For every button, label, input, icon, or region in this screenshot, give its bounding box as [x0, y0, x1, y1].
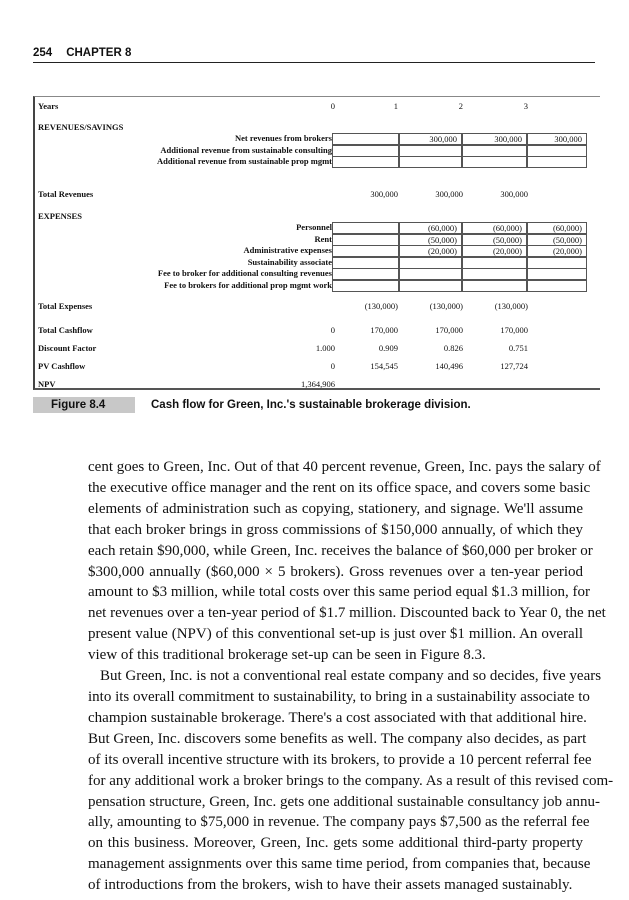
cell: (20,000): [527, 245, 587, 257]
total-expenses-row: [35, 301, 602, 312]
cell: (60,000): [527, 222, 587, 234]
cell: 300,000: [500, 189, 528, 199]
table-row: [35, 245, 602, 256]
cell: [399, 268, 462, 280]
row-label: Additional revenue from sustainable consulting: [160, 144, 332, 155]
cell: 0.909: [378, 343, 398, 353]
text-line: $300,000 annually ($60,000 × 5 brokers). Gross revenues over a ten-year period: [88, 563, 583, 580]
cell: [399, 156, 462, 168]
cell: [462, 145, 527, 157]
cell: [399, 257, 462, 269]
text-line: of introductions from the brokers, wish to have their assets managed sustainably.: [88, 877, 573, 894]
row-label: Rent: [314, 233, 332, 244]
caption-text: Cash flow for Green, Inc.'s sustainable brokerage division.: [151, 399, 471, 411]
table-row: [35, 156, 602, 167]
running-header: [33, 47, 595, 63]
cell: 0.826: [443, 343, 463, 353]
cell: 0.751: [508, 343, 528, 353]
cell: 170,000: [435, 325, 463, 335]
text-line: elements of administration such as copying, stationery, and signage. We'll assume: [88, 500, 583, 517]
year-cell: 2: [458, 101, 463, 111]
cash-flow-table: [33, 96, 600, 390]
text-line: for any additional work a broker brings to the company. As a result of this revised com-: [88, 772, 614, 789]
figure-number: Figure 8.4: [33, 397, 135, 413]
row-label: Administrative expenses: [243, 245, 332, 255]
cell: (60,000): [399, 222, 462, 234]
cell: 170,000: [370, 325, 398, 335]
cell: [332, 222, 399, 234]
cell: 1.000: [315, 343, 335, 353]
cell: [332, 145, 399, 157]
text-line: ally, amounting to $75,000 in revenue. The company pays $7,500 as the referral fee: [88, 814, 590, 831]
text-line: that each broker brings in gross commissions of $150,000 annually, of which they: [88, 521, 583, 538]
cell: [399, 145, 462, 157]
total-revenues-row: [35, 189, 602, 200]
table-row: [35, 145, 602, 156]
cell: [527, 257, 587, 269]
total-cashflow-row: [35, 325, 602, 336]
cell: [462, 156, 527, 168]
table-row: [35, 234, 602, 245]
section-heading: EXPENSES: [38, 211, 82, 221]
row-label: Years: [38, 101, 59, 111]
text-line: of its overall incentive structure with its brokers, to provide a 10 percent referral fee: [88, 751, 592, 768]
cell: [462, 257, 527, 269]
row-label: PV Cashflow: [38, 361, 86, 371]
cell: [332, 133, 399, 145]
cell: (50,000): [527, 234, 587, 246]
chapter-label: CHAPTER 8: [66, 47, 132, 59]
cell: (130,000): [429, 301, 463, 311]
cell: [332, 234, 399, 246]
text-line: into its overall commitment to sustainability, to bring in a sustainability associate to: [88, 688, 590, 705]
text-line: amount to $3 million, while total costs over this same period equal $1.3 million, for: [88, 584, 591, 601]
row-label: Sustainability associate: [247, 256, 332, 267]
row-label: Total Expenses: [38, 301, 93, 311]
row-label: Total Revenues: [38, 189, 94, 199]
row-label: Additional revenue from sustainable prop mgmt: [157, 156, 332, 166]
cell: 300,000: [399, 133, 462, 145]
row-label: Personnel: [296, 222, 332, 232]
year-cell: 3: [523, 101, 528, 111]
cell: 154,545: [370, 361, 398, 371]
table-row: [35, 257, 602, 268]
table-row: [35, 133, 602, 144]
cell: 0: [330, 325, 335, 335]
cell: (50,000): [399, 234, 462, 246]
cell: [332, 268, 399, 280]
text-line: But Green, Inc. is not a conventional real estate company and so decides, five years: [100, 668, 602, 685]
cell: [462, 280, 527, 292]
npv-row: [35, 379, 602, 390]
cell: 127,724: [500, 361, 528, 371]
cell: [332, 245, 399, 257]
discount-factor-row: [35, 343, 602, 354]
table-row: [35, 280, 602, 291]
year-cell: 1: [393, 101, 398, 111]
cell: (50,000): [462, 234, 527, 246]
cell: [527, 156, 587, 168]
cell: 300,000: [462, 133, 527, 145]
cell: [462, 268, 527, 280]
text-line: present value (NPV) of this conventional set-up is just over $1 million. An overall: [88, 626, 583, 643]
cell: [399, 280, 462, 292]
pv-cashflow-row: [35, 361, 602, 372]
text-line: the executive office manager and the rent on its office space, and covers some basic: [88, 479, 591, 496]
text-line: champion sustainable brokerage. There's a cost associated with that additional hire.: [88, 709, 587, 726]
cell: [332, 156, 399, 168]
page-number: 254: [33, 47, 53, 59]
text-line: each retain $90,000, while Green, Inc. receives the balance of $60,000 per broker or: [88, 542, 593, 559]
body-text: [88, 457, 614, 896]
cell: (60,000): [462, 222, 527, 234]
text-line: on this business. Moreover, Green, Inc. gets some additional third-party property: [88, 835, 583, 852]
row-label: Fee to brokers for additional prop mgmt work: [164, 279, 332, 290]
row-label: Net revenues from brokers: [234, 133, 332, 143]
section-heading: REVENUES/SAVINGS: [38, 122, 124, 132]
text-line: But Green, Inc. discovers some benefits as well. The company also decides, as part: [88, 730, 587, 747]
cell: 300,000: [370, 189, 398, 199]
row-label: Discount Factor: [38, 343, 97, 353]
cell: [527, 145, 587, 157]
figure-caption: [33, 397, 471, 413]
text-line: view of this traditional brokerage set-up can be seen in Figure 8.3.: [88, 647, 486, 664]
cell: 170,000: [500, 325, 528, 335]
years-row: [35, 101, 602, 112]
row-label: Fee to broker for additional consulting revenues: [157, 268, 332, 278]
table-row: [35, 268, 602, 279]
text-line: cent goes to Green, Inc. Out of that 40 percent revenue, Green, Inc. pays the salary of: [88, 459, 601, 475]
year-cell: 0: [330, 101, 335, 111]
npv-value: 1,364,906: [301, 379, 335, 389]
cell: [527, 268, 587, 280]
cell: [332, 280, 399, 292]
cell: 140,496: [435, 361, 463, 371]
cell: [527, 280, 587, 292]
cell: [332, 257, 399, 269]
cell: 0: [330, 361, 335, 371]
row-label: Total Cashflow: [38, 325, 93, 335]
text-line: pensation structure, Green, Inc. gets one additional sustainable consultancy job annu-: [88, 793, 600, 810]
table-row: [35, 222, 602, 233]
cell: (20,000): [399, 245, 462, 257]
cell: (130,000): [494, 301, 528, 311]
text-line: management assignments over this same time period, from companies that, because: [88, 856, 591, 873]
cell: (130,000): [364, 301, 398, 311]
cell: (20,000): [462, 245, 527, 257]
cell: 300,000: [435, 189, 463, 199]
text-line: net revenues over a ten-year period of $1.7 million. Discounted back to Year 0, the net: [88, 605, 606, 622]
row-label: NPV: [38, 379, 56, 389]
cell: 300,000: [527, 133, 587, 145]
